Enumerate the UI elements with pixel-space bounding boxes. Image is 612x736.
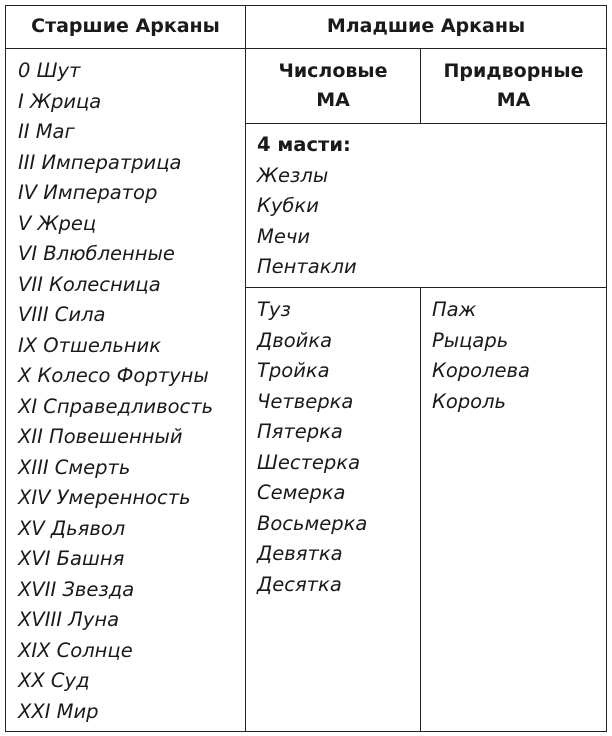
major-arcana-list [18, 56, 213, 727]
list-item: Туз [257, 298, 291, 321]
list-item: XII Повешенный [18, 425, 183, 448]
list-item: XVIII Луна [18, 608, 120, 631]
list-item: Двойка [257, 328, 333, 352]
list-item: II Маг [18, 120, 75, 143]
list-item: XIX Солнце [18, 638, 133, 662]
list-item: Семерка [257, 481, 346, 504]
list-item: Мечи [257, 224, 311, 248]
header-major-arcana: Старшие Арканы [31, 15, 220, 37]
list-item: XIII Смерть [18, 455, 131, 479]
list-item: Тройка [257, 359, 330, 382]
list-item: XVII Звезда [18, 577, 135, 601]
list-item: VIII Сила [18, 303, 106, 326]
suits-title: 4 масти: [257, 133, 351, 156]
list-item: Четверка [257, 389, 354, 413]
header-numbered-line1: Числовые [278, 60, 388, 82]
header-court-line2: МА [496, 89, 531, 111]
list-item: Жезлы [257, 163, 329, 187]
list-item: Король [432, 389, 507, 413]
header-numbered-ma [246, 57, 420, 115]
list-item: IV Император [18, 181, 158, 204]
numbered-cards-list [257, 295, 367, 600]
list-item: XV Дьявол [18, 516, 126, 540]
divider-suits [245, 287, 606, 288]
list-item: XVI Башня [18, 547, 125, 570]
tarot-table [5, 5, 607, 732]
list-item: XIV Умеренность [18, 486, 191, 509]
court-cards-list [432, 295, 530, 417]
list-item: IX Отшельник [18, 333, 162, 357]
list-item: I Жрица [18, 89, 102, 113]
header-minor-arcana: Младшие Арканы [326, 15, 526, 37]
suits-list [257, 130, 357, 283]
header-court-line1: Придворные [443, 60, 584, 82]
divider-header [6, 48, 606, 49]
list-item: Девятка [257, 542, 343, 565]
list-item: Рыцарь [432, 328, 509, 352]
list-item: Пентакли [257, 255, 357, 278]
list-item: Королева [432, 359, 530, 382]
divider-subheader [245, 123, 606, 124]
list-item: Шестерка [257, 450, 361, 474]
list-item: Восьмерка [257, 511, 368, 535]
header-court-ma [421, 57, 606, 115]
header-numbered-line2: МА [316, 89, 350, 111]
list-item: VI Влюбленные [18, 242, 175, 265]
list-item: X Колесо Фортуны [18, 364, 209, 387]
list-item: Паж [432, 298, 477, 321]
list-item: III Императрица [18, 150, 182, 174]
list-item: Пятерка [257, 420, 343, 443]
list-item: V Жрец [18, 211, 97, 235]
divider-numbered-court [420, 287, 421, 731]
list-item: XX Суд [18, 669, 90, 692]
list-item: VII Колесница [18, 272, 161, 296]
list-item: Десятка [257, 572, 342, 596]
list-item: 0 Шут [18, 59, 81, 82]
list-item: XI Справедливость [18, 394, 214, 418]
list-item: XXI Мир [18, 699, 99, 723]
list-item: Кубки [257, 194, 319, 217]
